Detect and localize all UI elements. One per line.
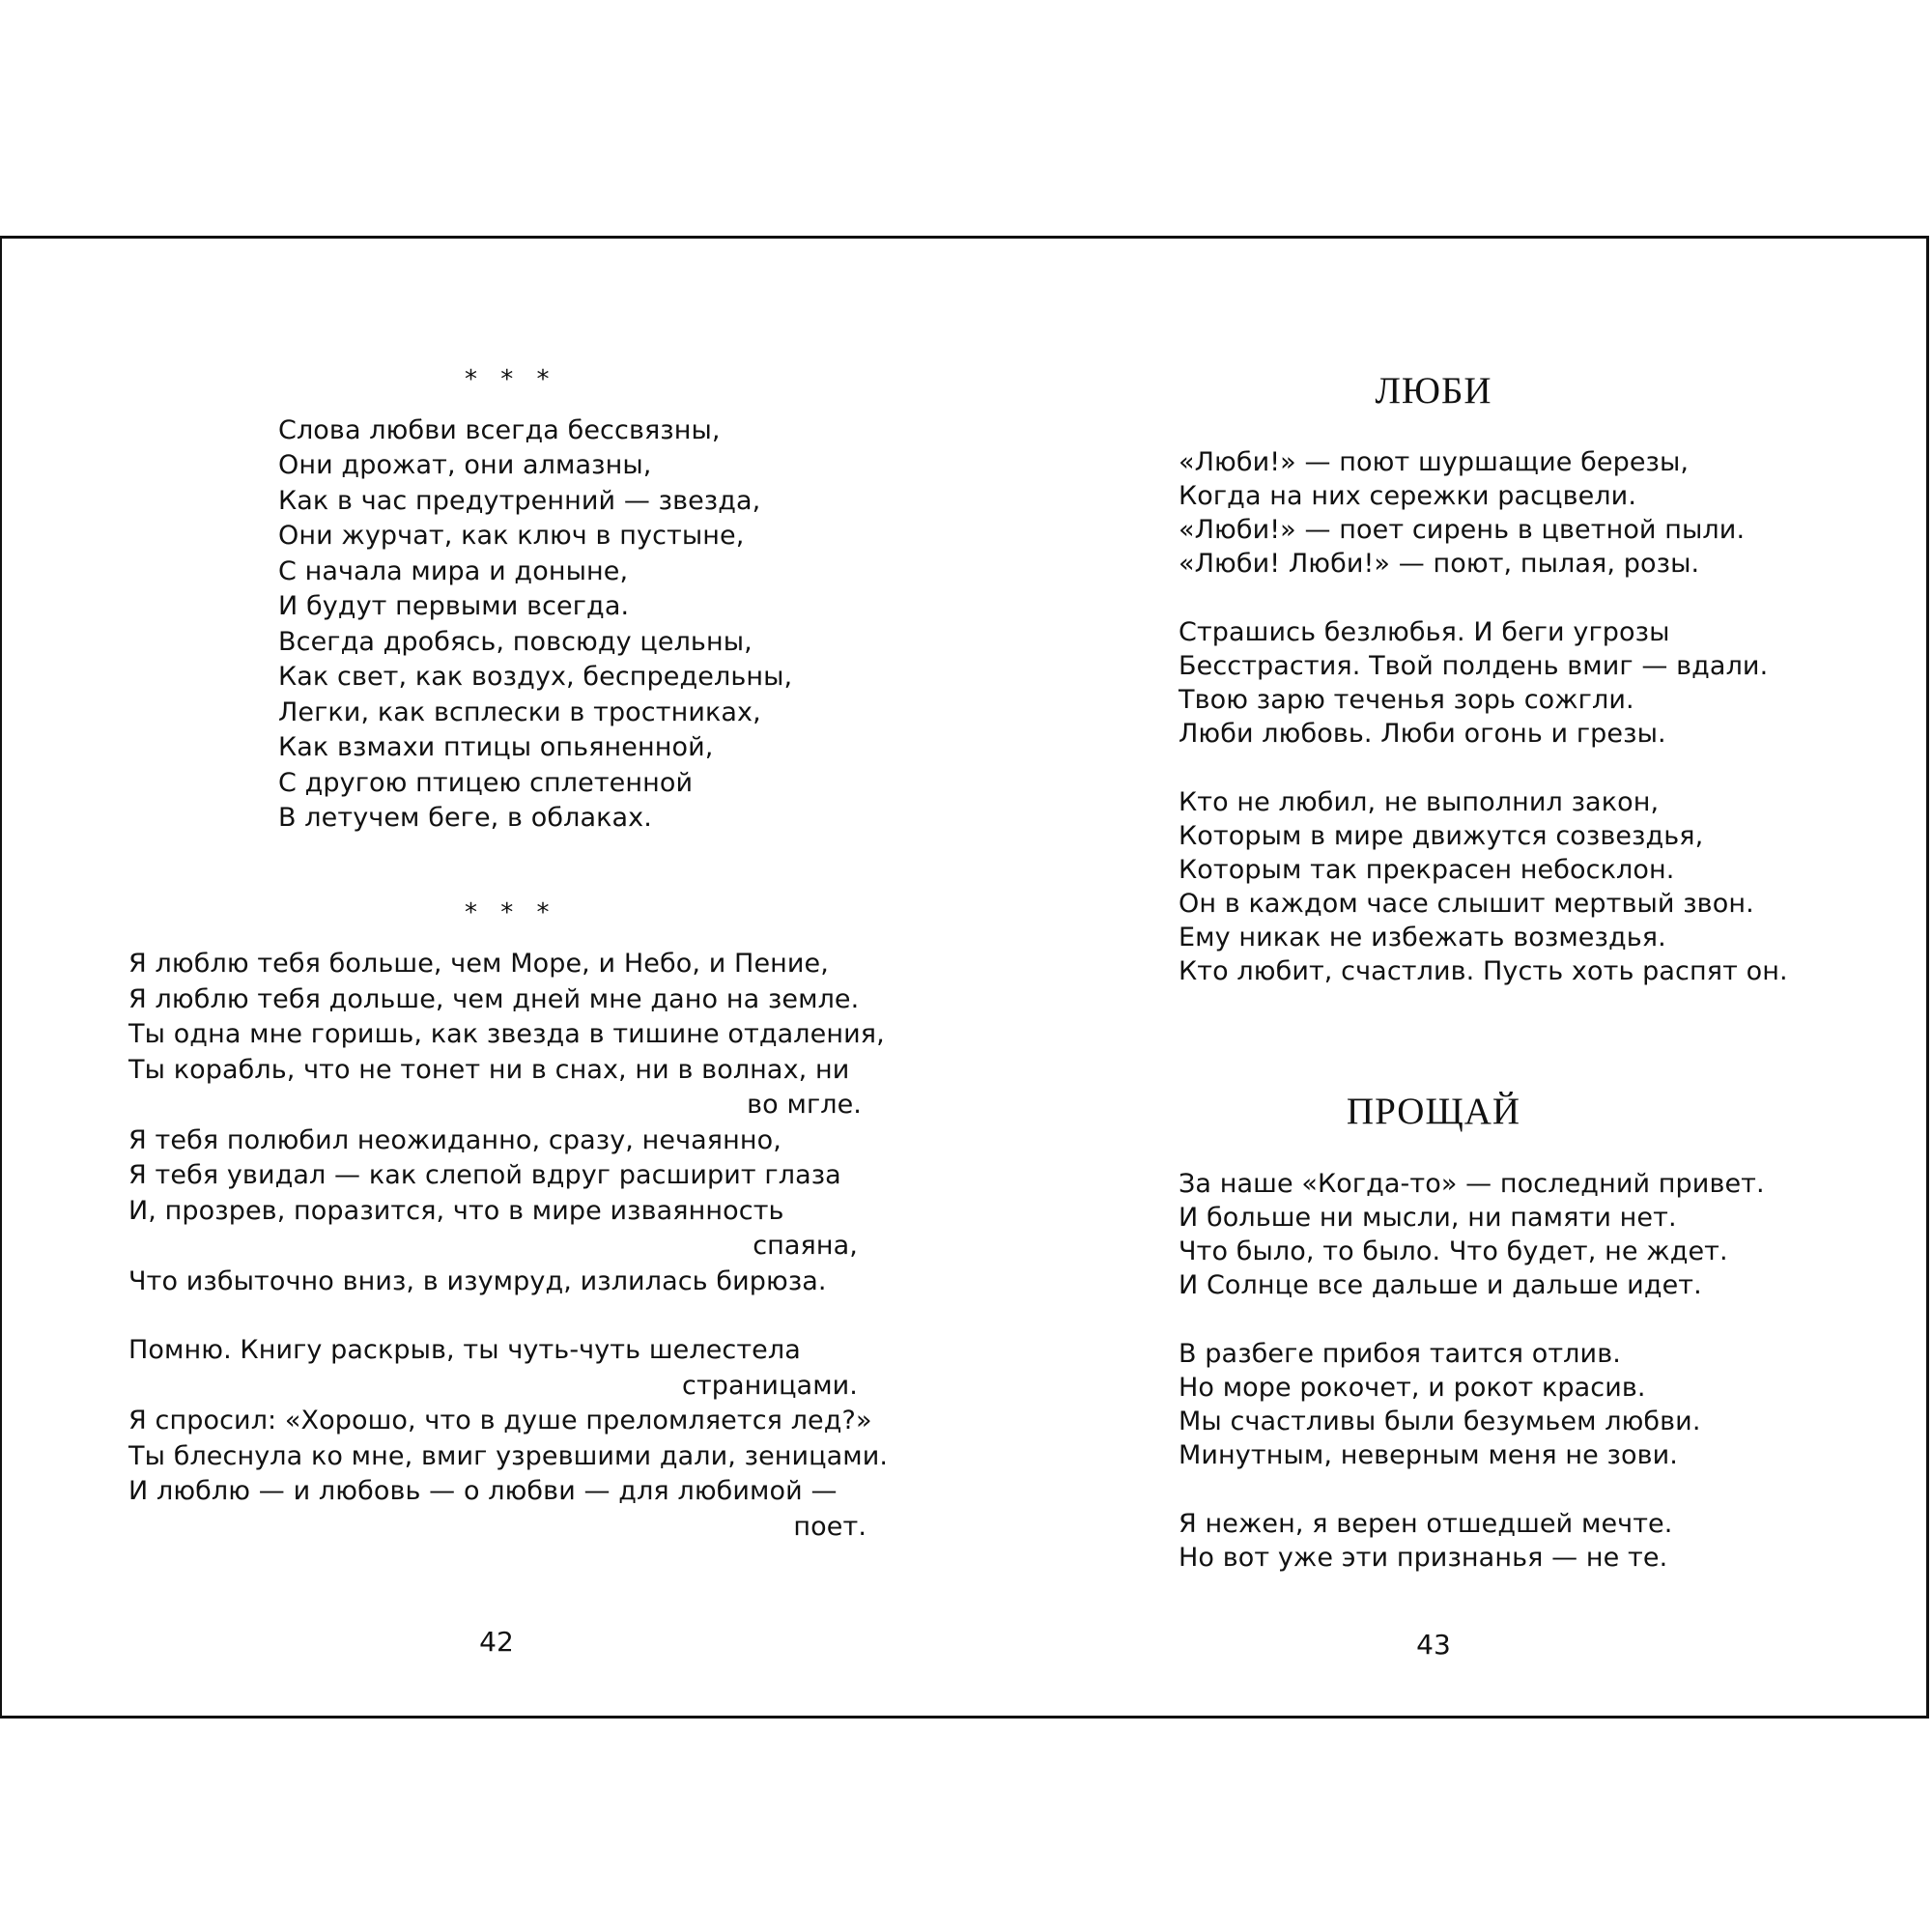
verse-line: Ты одна мне горишь, как звезда в тишине отдаления, xyxy=(128,1019,885,1049)
verse-line: Я люблю тебя дольше, чем дней мне дано на земле. xyxy=(128,984,860,1014)
verse-line: Как в час предутренний — звезда, xyxy=(278,486,761,516)
verse-line: Но вот уже эти признанья — не те. xyxy=(1179,1543,1668,1573)
verse-line: Они журчат, как ключ в пустыне, xyxy=(278,521,745,551)
verse-line: Люби любовь. Люби огонь и грезы. xyxy=(1179,719,1666,749)
verse-line-continuation: страницами. xyxy=(682,1371,858,1401)
verse-line: Минутным, неверным меня не зови. xyxy=(1179,1440,1678,1470)
verse-line: Ты корабль, что не тонет ни в снах, ни в волнах, ни xyxy=(128,1055,850,1085)
page-number-left: 42 xyxy=(479,1626,514,1658)
verse-line: Которым в мире движутся созвездья, xyxy=(1179,821,1704,851)
verse-line: Всегда дробясь, повсюду цельны, xyxy=(278,627,753,657)
verse-line: И больше ни мысли, ни памяти нет. xyxy=(1179,1203,1677,1233)
verse-line: Они дрожат, они алмазны, xyxy=(278,450,652,480)
verse-line: «Люби! Люби!» — поют, пылая, розы. xyxy=(1179,549,1700,579)
verse-line: Я люблю тебя больше, чем Море, и Небо, и Пение, xyxy=(128,949,829,979)
verse-line: С другою птицею сплетенной xyxy=(278,768,694,798)
verse-line: И люблю — и любовь — о любви — для любимой — xyxy=(128,1476,838,1506)
verse-line: Ты блеснула ко мне, вмиг узревшими дали, зеницами. xyxy=(128,1441,889,1471)
verse-line: Ему никак не избежать возмездья. xyxy=(1179,923,1666,952)
verse-line: И будут первыми всегда. xyxy=(278,591,630,621)
verse-line: Слова любви всегда бессвязны, xyxy=(278,415,721,445)
verse-line: В летучем беге, в облаках. xyxy=(278,803,652,833)
verse-line: Которым так прекрасен небосклон. xyxy=(1179,855,1675,885)
section-separator-2: * * * xyxy=(465,898,557,927)
verse-line: Кто любит, счастлив. Пусть хоть распят он. xyxy=(1179,956,1788,986)
verse-line: Кто не любил, не выполнил закон, xyxy=(1179,787,1660,817)
verse-line: Как свет, как воздух, беспредельны, xyxy=(278,662,793,692)
verse-line: С начала мира и доныне, xyxy=(278,556,629,586)
verse-line: Что избыточно вниз, в изумруд, излилась бирюза. xyxy=(128,1266,827,1296)
verse-line: Легки, как всплески в тростниках, xyxy=(278,697,761,727)
verse-line-continuation: спаяна, xyxy=(753,1231,858,1261)
verse-line: Я нежен, я верен отшедшей мечте. xyxy=(1179,1509,1673,1539)
verse-line-continuation: во мгле. xyxy=(747,1090,862,1120)
verse-line: Я тебя полюбил неожиданно, сразу, нечаянно, xyxy=(128,1125,781,1155)
verse-line: Я тебя увидал — как слепой вдруг расширит глаза xyxy=(128,1160,841,1190)
verse-line: За наше «Когда-то» — последний привет. xyxy=(1179,1169,1765,1199)
verse-line: Мы счастливы были безумьем любви. xyxy=(1179,1406,1701,1436)
verse-line: Твою зарю теченья зорь сожгли. xyxy=(1179,685,1634,715)
page-number-right: 43 xyxy=(1416,1629,1451,1661)
verse-line: Бесстрастия. Твой полдень вмиг — вдали. xyxy=(1179,651,1769,681)
verse-line: И Солнце все дальше и дальше идет. xyxy=(1179,1270,1702,1300)
poem-title-proschai: ПРОЩАЙ xyxy=(1346,1091,1521,1132)
verse-line: Помню. Книгу раскрыв, ты чуть-чуть шелестела xyxy=(128,1335,801,1365)
verse-line: Страшись безлюбья. И беги угрозы xyxy=(1179,617,1670,647)
verse-line: Как взмахи птицы опьяненной, xyxy=(278,732,714,762)
verse-line: Он в каждом часе слышит мертвый звон. xyxy=(1179,889,1754,919)
verse-line: И, прозрев, поразится, что в мире изваянность xyxy=(128,1196,784,1226)
verse-line: Но море рокочет, и рокот красив. xyxy=(1179,1373,1646,1403)
verse-line: «Люби!» — поют шуршащие березы, xyxy=(1179,447,1690,477)
verse-line: «Люби!» — поет сирень в цветной пыли. xyxy=(1179,515,1746,545)
verse-line: Я спросил: «Хорошо, что в душе преломляется лед?» xyxy=(128,1406,872,1435)
verse-line: Что было, то было. Что будет, не ждет. xyxy=(1179,1236,1728,1266)
verse-line: Когда на них сережки расцвели. xyxy=(1179,481,1636,511)
section-separator-1: * * * xyxy=(465,365,557,394)
poem-title-lyubi: ЛЮБИ xyxy=(1375,370,1492,412)
verse-line-continuation: поет. xyxy=(793,1512,867,1542)
verse-line: В разбеге прибоя таится отлив. xyxy=(1179,1339,1621,1369)
